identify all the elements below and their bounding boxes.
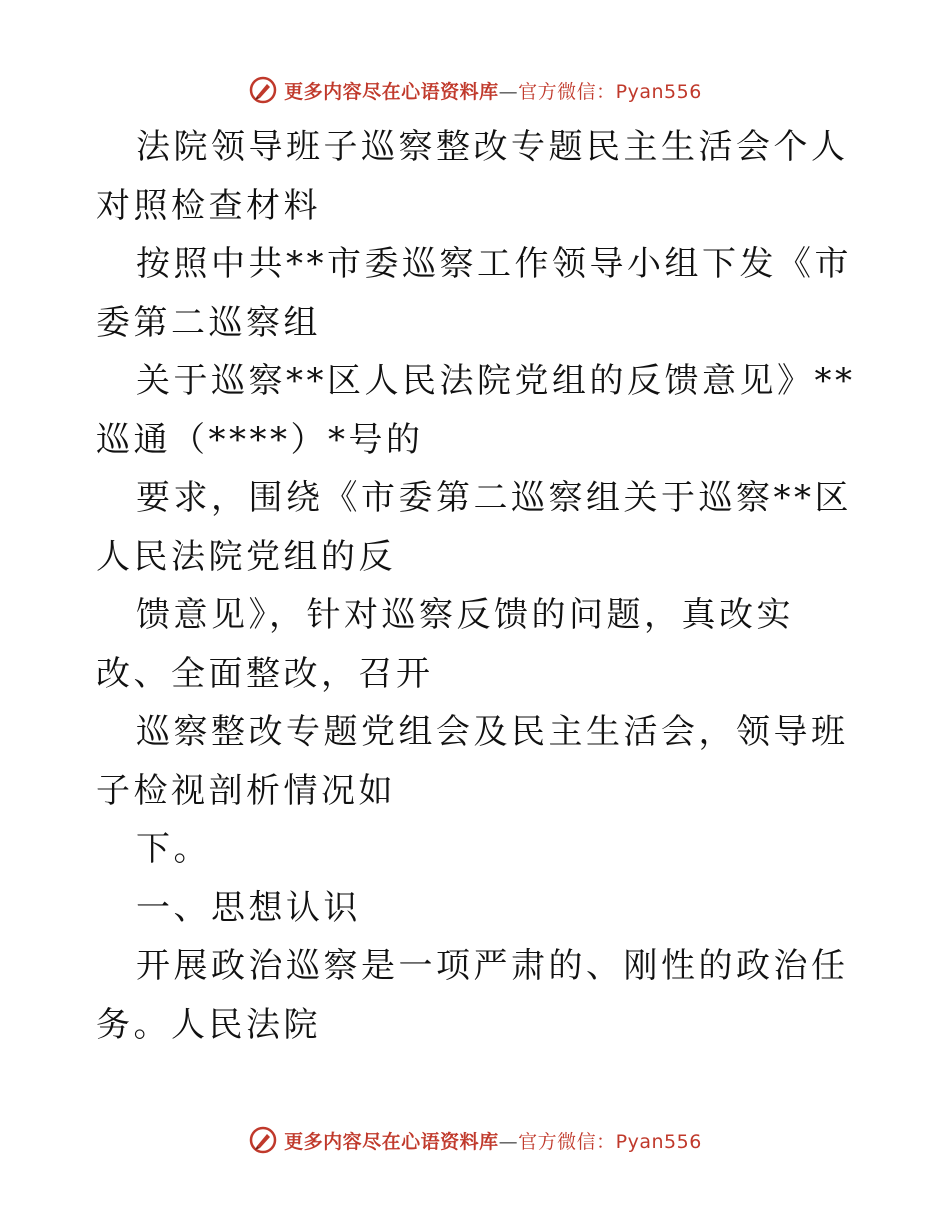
watermark-separator: — bbox=[498, 1130, 519, 1153]
paragraph: 开展政治巡察是一项严肃的、刚性的政治任务。人民法院 bbox=[96, 946, 849, 1045]
paragraph: 关于巡察**区人民法院党组的反馈意见》**巡通（****）*号的 bbox=[96, 361, 856, 460]
header-watermark bbox=[0, 70, 950, 110]
watermark-brand: 更多内容尽在心语资料库 bbox=[284, 80, 499, 103]
pen-nib-circle-icon bbox=[248, 1125, 278, 1155]
footer-watermark bbox=[0, 1120, 950, 1160]
paragraph: 馈意见》，针对巡察反馈的问题，真改实改、全面整改，召开 bbox=[96, 595, 794, 694]
section-heading: 一、思想认识 bbox=[136, 887, 361, 928]
watermark-wechat: 官方微信：Pyan556 bbox=[518, 80, 702, 103]
document-body bbox=[96, 118, 856, 1054]
paragraph: 下。 bbox=[136, 829, 211, 869]
watermark-text bbox=[284, 1127, 702, 1154]
watermark-separator: — bbox=[498, 80, 519, 103]
paragraph: 要求，围绕《市委第二巡察组关于巡察**区人民法院党组的反 bbox=[96, 478, 852, 577]
watermark-wechat: 官方微信：Pyan556 bbox=[518, 1130, 702, 1153]
paragraph: 巡察整改专题党组会及民主生活会，领导班子检视剖析情况如 bbox=[96, 712, 849, 811]
watermark-brand: 更多内容尽在心语资料库 bbox=[284, 1130, 499, 1153]
paragraph: 按照中共**市委巡察工作领导小组下发《市委第二巡察组 bbox=[96, 244, 852, 343]
pen-nib-circle-icon bbox=[248, 75, 278, 105]
document-title: 法院领导班子巡察整改专题民主生活会个人对照检查材料 bbox=[96, 127, 849, 226]
watermark-text bbox=[284, 77, 702, 104]
